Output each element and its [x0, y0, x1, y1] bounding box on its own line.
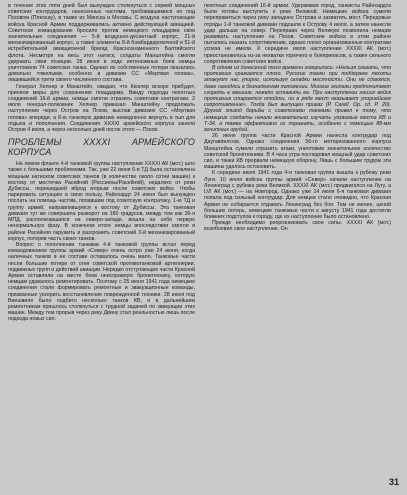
body-paragraph: Вопрос о пополнении танками 4-й танковой группы встал перед командованием группы армий «Север» очень остро уже 24 июня, когда наличных танков в ее составе оставалось очень мало. Танковые части несли большие потери от огня советской противотанковой артиллерии, подвижных групп и действий авиации. Нередко отступающие части Красной Армии оставляли на месте боев неисправную бронетехнику, которую немцам удавалось ремонтировать. Поэтому с 25 июня 1941 года немецкие соединения стали формировать ремонтные и эвакуационные команды, призванные ускорить восстановление поврежденной техники. 28 июня под Виешвиле было подбито несколько танков КВ, и в дальнейшем ремонтникам пришлось столкнуться с трудной задачей по эвакуации этих машин. Между тем прорыв через реку Двину стал реальностью лишь после подхода новых сил.: [8, 241, 195, 323]
body-paragraph: К середине июля 1941 года 4-я танковая группа вышла к рубежу реки Луги. 10 июля войска группы армий «Север» начали наступление на Ленинград с рубежа реки Великой. XXXXI АК (мот.) продвигался на Лугу, а LVI АК (мот.) — на Новгород. Однако уже 14 июля 6-я танковая дивизия попала под сильный контрудар. Для немцев стало очевидно, что Красная Армия не собирается отдавать Ленинград без боя. Тем не менее, ценой больших потерь, немецкие танковые части к августу 1941 года достигли ближних подступов к городу, где их наступление было остановлено.: [204, 170, 391, 220]
page-number: 31: [388, 477, 399, 487]
section-heading: ПРОБЛЕМЫ XXXXI АРМЕЙСКОГО КОРПУСА: [8, 137, 195, 157]
body-paragraph: Генерал Хепнер и Манштейн, ожидая, что Кюхлер вскоре прибудет, приняли меры для сохранения плацдарма. Ввиду подхода пехотных соединений 16-й армии, немцы смогли отразить советские контратаки. 2 июля генерал-полковник Хепнер приказал Манштейну продолжать наступление через Остров на Псков, выслав дивизию СС «Мертвая голова» впереди, а 8-ю танковую дивизию немедленно вернуть в тыл для отдыха и пополнения. Соединения XXXXI армейского корпуса заняли Остров 4 июля, а через несколько дней после этого — Псков.: [8, 83, 195, 134]
body-paragraph: в течение этих пяти дней был вынужден столкнуться с серией мощных советских контрударов, нанесенных частями, требовавшимися но под Псковом (Плескау), в также из Минска и Москвы. С воздуха наступающие войска Красной Армии поддерживались активно действующей авиацией. Советское командование бросило против немецкого плацдарма свои значительные соединения — 5-й воздушно-десантный корпус, 21-й механизированный корпус, а также элементы 8-й бомбардировочной и 51-й истребительной авиационной бригад Краснознаменного Балтийского флота. Несмотря на весь этот натиск, солдаты Манштейна смогли удержать свои позиции. 28 июня в ходе интенсивных боев немцы уничтожили 74 советских танка. Однако их собственные потери оказались довольно тяжелыми, особенно в дивизии СС «Мертвая голова», лишившейся трети своего численного состава.: [8, 3, 195, 84]
body-paragraph: Прежде необходимо реорганизовать свои силы, XXXXI АК (мот.) возобновил свое наступление. Он: [204, 220, 391, 233]
quoted-paragraph: В одном из донесений того времени говорилось: «Нельзя сказать, что противник сражается плохо. Русские танки при поддержке пехоты атакуют нас упорно, используя складки местности. Они не сдаются, даже находясь в безнадежном положении. Многие экипажи предпочитают сгореть в машине, нежели оставить ее. При наступлении наших войск противник старается отойти, но в ряде мест оказывает упорнейшее сопротивление». Тогда был выпущен приказ (Р. Carell. Op. cit. P. 20). Другой эпизод борьбы с советскими танками привел к тому, что немецкие солдаты начали внимательно изучать уязвимые места КВ и Т-34, а также эффективно их поражать, особенно с помощью 88-мм зенитных орудий.: [204, 65, 391, 134]
right-column: [204, 3, 391, 233]
left-column: [8, 3, 195, 323]
body-paragraph: пехотных соединений 16-й армии. Удерживая город, танкисты Райнхардта были готовы выступить к реке Великой. Немецкие войска сумели переправиться через реку западнее Острова и захватить мост. Передовые отряды 1-й танковой дивизии подошли к Острову 4 июля, а затем нанесли удар дальше на север. Переправа через Великую позволила немцам развивать наступление на Псков. Советские войска в этом районе пытались оказать сопротивление, однако плохо организованные контратаки успеха не имели. К середине июля наступление XXXXI АК (мот.) приостановилось из-за нехватки горючего и боеприпасов, а также сильного сопротивления советских войск.: [204, 3, 391, 65]
body-paragraph: 26 июня группа части Красной Армии нанесла контрудар под Даугавпилсом. Однако соединения 56-го моторизованного корпуса Манштейна сумели отразить атаки, уничтожив значительное количество советской бронетехники. В 4 часа утра последовал мощный удар советских сил, и танки КВ прорвали немецкую оборону. Лишь с большим трудом эти машины удалось остановить.: [204, 133, 391, 171]
body-paragraph: На левом фланге 4-й танковой группы наступление XXXXI АК (мот.) шло также с большими проблемами. Так, уже 22 июня 6-я ТД была остановлена мощным натиском советских танков (в количестве около сотни машин) к востоку от местечка Расейняй (Россиены/Расейняй), недалеко от реки Дубиссы, перешедшей вброд вторым после советских войск. Чтобы парировать ситуацию в свою пользу, Райнхардт 24 июня был вынужден послать на помощь частям, попавшим под советскую контратаку, 1-ю ТД и группу армий, направлявшуюся к востоку от Дубиссы. Эта танковая дивизия тут же совершила разворот на 180 градусов, между тем как 36-я МПД, располагавшаяся на северо-западе, вошла на себя первую ненормальную фазу. В конечном итоге немцы впоследствии смогли в районе Расейняя окружить и разгромить советский 3-й механизированный корпус, потеряв часть своих танков.: [8, 161, 195, 242]
